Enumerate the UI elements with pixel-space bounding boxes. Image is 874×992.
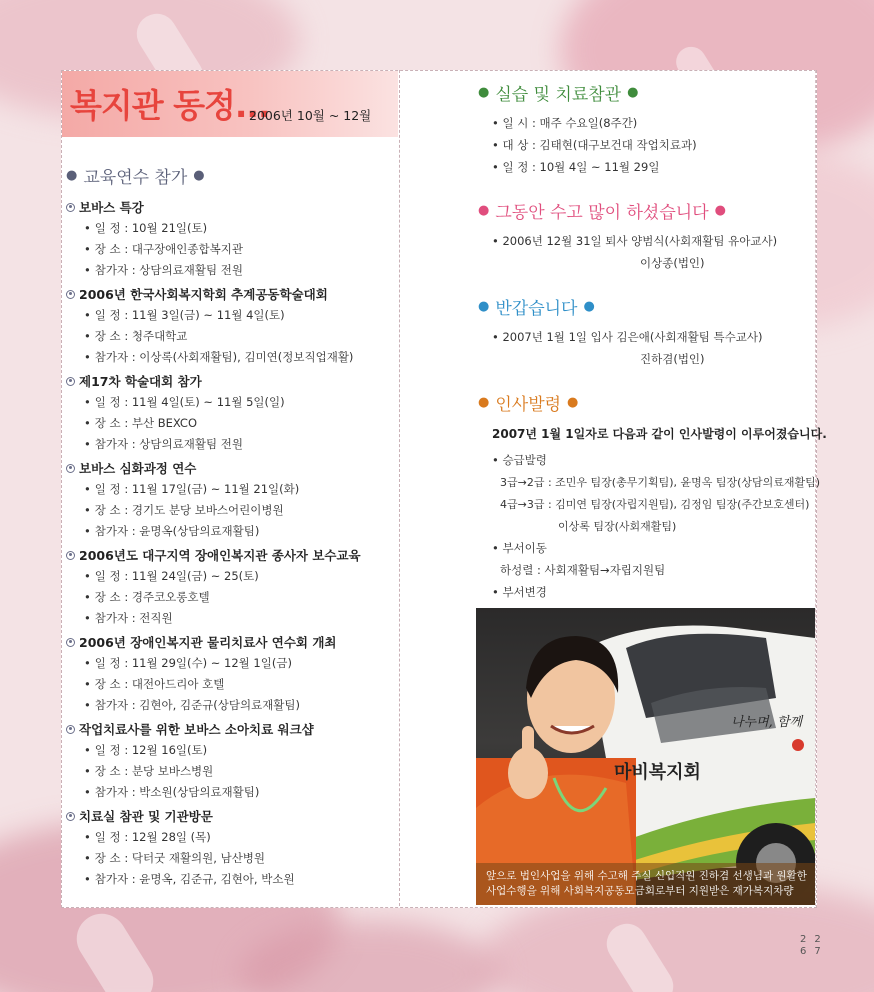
target-bullet-icon: [66, 464, 75, 473]
promotion-line: 이상록 팀장(사회재활팀): [558, 520, 677, 533]
page-title: 복지관 동정...: [70, 86, 270, 125]
event-detail: • 일 정 : 11월 3일(금) ~ 11월 4일(토): [84, 308, 285, 322]
target-bullet-icon: [66, 377, 75, 386]
section-title: 그동안 수고 많이 하셨습니다: [495, 203, 709, 223]
personnel-intro: 2007년 1월 1일자로 다음과 같이 인사발령이 이루어졌습니다.: [492, 427, 827, 441]
page-date-range: 2006년 10월 ~ 12월: [249, 108, 372, 123]
section-education: [66, 163, 396, 188]
event-detail: • 일 정 : 11월 24일(금) ~ 25(토): [84, 569, 259, 583]
event-detail: • 장 소 : 대전아드리아 호텔: [84, 677, 225, 691]
event-title: 2006년도 대구지역 장애인복지관 종사자 보수교육: [66, 546, 396, 564]
event-title: 2006년 한국사회복지학회 추계공동학술대회: [66, 285, 396, 303]
event-detail: • 참가자 : 상담의료재활팀 전원: [84, 437, 243, 451]
target-bullet-icon: [66, 725, 75, 734]
event-detail: • 일 정 : 11월 17일(금) ~ 11월 21일(화): [84, 482, 300, 496]
event-item: [66, 633, 396, 714]
event-detail: • 참가자 : 김현아, 김준규(상담의료재활팀): [84, 698, 301, 712]
staff-photo: [476, 608, 815, 905]
event-detail: • 장 소 : 부산 BEXCO: [84, 416, 198, 430]
event-item: [66, 285, 396, 366]
event-detail: • 참가자 : 윤명옥, 김준규, 김현아, 박소원: [84, 872, 295, 886]
event-title: 작업치료사를 위한 보바스 소아치료 워크샵: [66, 720, 396, 738]
target-bullet-icon: [66, 638, 75, 647]
bullet-dot-icon: ●: [478, 85, 490, 100]
section-personnel: [478, 390, 827, 623]
bullet-dot-icon: ●: [478, 395, 490, 410]
event-detail: • 참가자 : 전직원: [84, 611, 173, 625]
photo-illustration: [476, 608, 815, 905]
welcome-line: • 2007년 1월 1일 입사 김은애(사회재활팀 특수교사): [492, 330, 763, 344]
event-item: [66, 720, 396, 801]
bullet-dot-icon: ●: [66, 168, 78, 183]
event-title: 치료실 참관 및 기관방문: [66, 807, 396, 825]
section-title: 인사발령: [495, 395, 562, 415]
target-bullet-icon: [66, 203, 75, 212]
section-header: [478, 294, 816, 319]
event-detail: • 일 정 : 11월 4일(토) ~ 11월 5일(일): [84, 395, 285, 409]
promotion-label: • 승급발령: [492, 453, 547, 467]
bullet-dot-icon: ●: [627, 85, 639, 100]
bullet-dot-icon: ●: [714, 203, 726, 218]
left-column: [66, 163, 396, 892]
event-detail: • 일 정 : 12월 16일(토): [84, 743, 208, 757]
event-item: [66, 372, 396, 453]
event-detail: • 참가자 : 이상록(사회재활팀), 김미연(정보직업재활): [84, 350, 354, 364]
section-title: 실습 및 치료참관: [495, 85, 622, 105]
section-header: [478, 198, 816, 223]
section-farewell: [478, 198, 816, 272]
transfer-line: 하성렬 : 사회재활팀→자립지원팀: [500, 563, 666, 577]
change-label: • 부서변경: [492, 585, 547, 599]
event-title: 2006년 장애인복지관 물리치료사 연수회 개최: [66, 633, 396, 651]
event-detail: • 장 소 : 분당 보바스병원: [84, 764, 214, 778]
welcome-line: 진하겸(법인): [640, 352, 705, 366]
event-detail: • 일 정 : 12월 28일 (목): [84, 830, 211, 844]
right-column: [478, 80, 827, 645]
event-detail: • 참가자 : 윤명옥(상담의료재활팀): [84, 524, 260, 538]
bullet-dot-icon: ●: [478, 299, 490, 314]
bullet-dot-icon: ●: [583, 299, 595, 314]
event-list: [66, 198, 396, 888]
event-detail: • 장 소 : 대구장애인종합복지관: [84, 242, 243, 256]
page-num-left-bottom: 6: [800, 946, 807, 957]
event-detail: • 장 소 : 경기도 분당 보바스어린이병원: [84, 503, 284, 517]
event-item: [66, 546, 396, 627]
promotion-line: 4급→3급 : 김미연 팀장(자립지원팀), 김정임 팀장(주간보호센터): [500, 498, 810, 511]
event-detail: • 일 정 : 10월 21일(토): [84, 221, 208, 235]
page-num-left-top: 2: [800, 934, 807, 945]
section-header: [478, 80, 816, 105]
event-item: [66, 807, 396, 888]
event-item: [66, 459, 396, 540]
event-detail: • 장 소 : 닥터굿 재활의원, 남산병원: [84, 851, 266, 865]
farewell-line: 이상종(법인): [640, 256, 705, 270]
car-lettering: 마비복지회: [614, 762, 701, 783]
event-title: 보바스 심화과정 연수: [66, 459, 396, 477]
event-item: [66, 198, 396, 279]
event-title: 보바스 특강: [66, 198, 396, 216]
event-title: 제17차 학술대회 참가: [66, 372, 396, 390]
page-num-right-bottom: 7: [814, 946, 821, 957]
event-detail: • 일 정 : 11월 29일(수) ~ 12월 1일(금): [84, 656, 292, 670]
page-num-right-top: 2: [814, 934, 821, 945]
page-numbers: [800, 934, 821, 958]
section-title: 교육연수 참가: [83, 168, 188, 188]
practice-line: • 대 상 : 김태현(대구보건대 작업치료과): [492, 138, 697, 152]
photo-caption: 앞으로 법인사업을 위해 수고해 주실 신입직원 진하겸 선생님과 원활한 사업수행을 위해 사회복지공동모금회로부터 지원받은 재가복지차량: [476, 863, 815, 905]
section-title: 반갑습니다: [495, 299, 578, 319]
car-script: 나누며, 함께: [731, 715, 803, 730]
bullet-dot-icon: ●: [567, 395, 579, 410]
target-bullet-icon: [66, 812, 75, 821]
section-practice: [478, 80, 816, 176]
bullet-dot-icon: ●: [193, 168, 205, 183]
target-bullet-icon: [66, 551, 75, 560]
event-detail: • 장 소 : 청주대학교: [84, 329, 188, 343]
column-divider: [399, 70, 400, 906]
transfer-label: • 부서이동: [492, 541, 547, 555]
event-detail: • 장 소 : 경주코오롱호텔: [84, 590, 210, 604]
event-detail: • 참가자 : 박소원(상담의료재활팀): [84, 785, 260, 799]
event-detail: • 참가자 : 상담의료재활팀 전원: [84, 263, 243, 277]
practice-line: • 일 시 : 매주 수요일(8주간): [492, 116, 638, 130]
section-header: [478, 390, 816, 415]
bullet-dot-icon: ●: [478, 203, 490, 218]
section-welcome: [478, 294, 816, 368]
farewell-line: • 2006년 12월 31일 퇴사 양범식(사회재활팀 유아교사): [492, 234, 778, 248]
practice-line: • 일 정 : 10월 4일 ~ 11월 29일: [492, 160, 660, 174]
target-bullet-icon: [66, 290, 75, 299]
promotion-line: 3급→2급 : 조민우 팀장(총무기획팀), 윤명옥 팀장(상담의료재활팀): [500, 476, 821, 489]
